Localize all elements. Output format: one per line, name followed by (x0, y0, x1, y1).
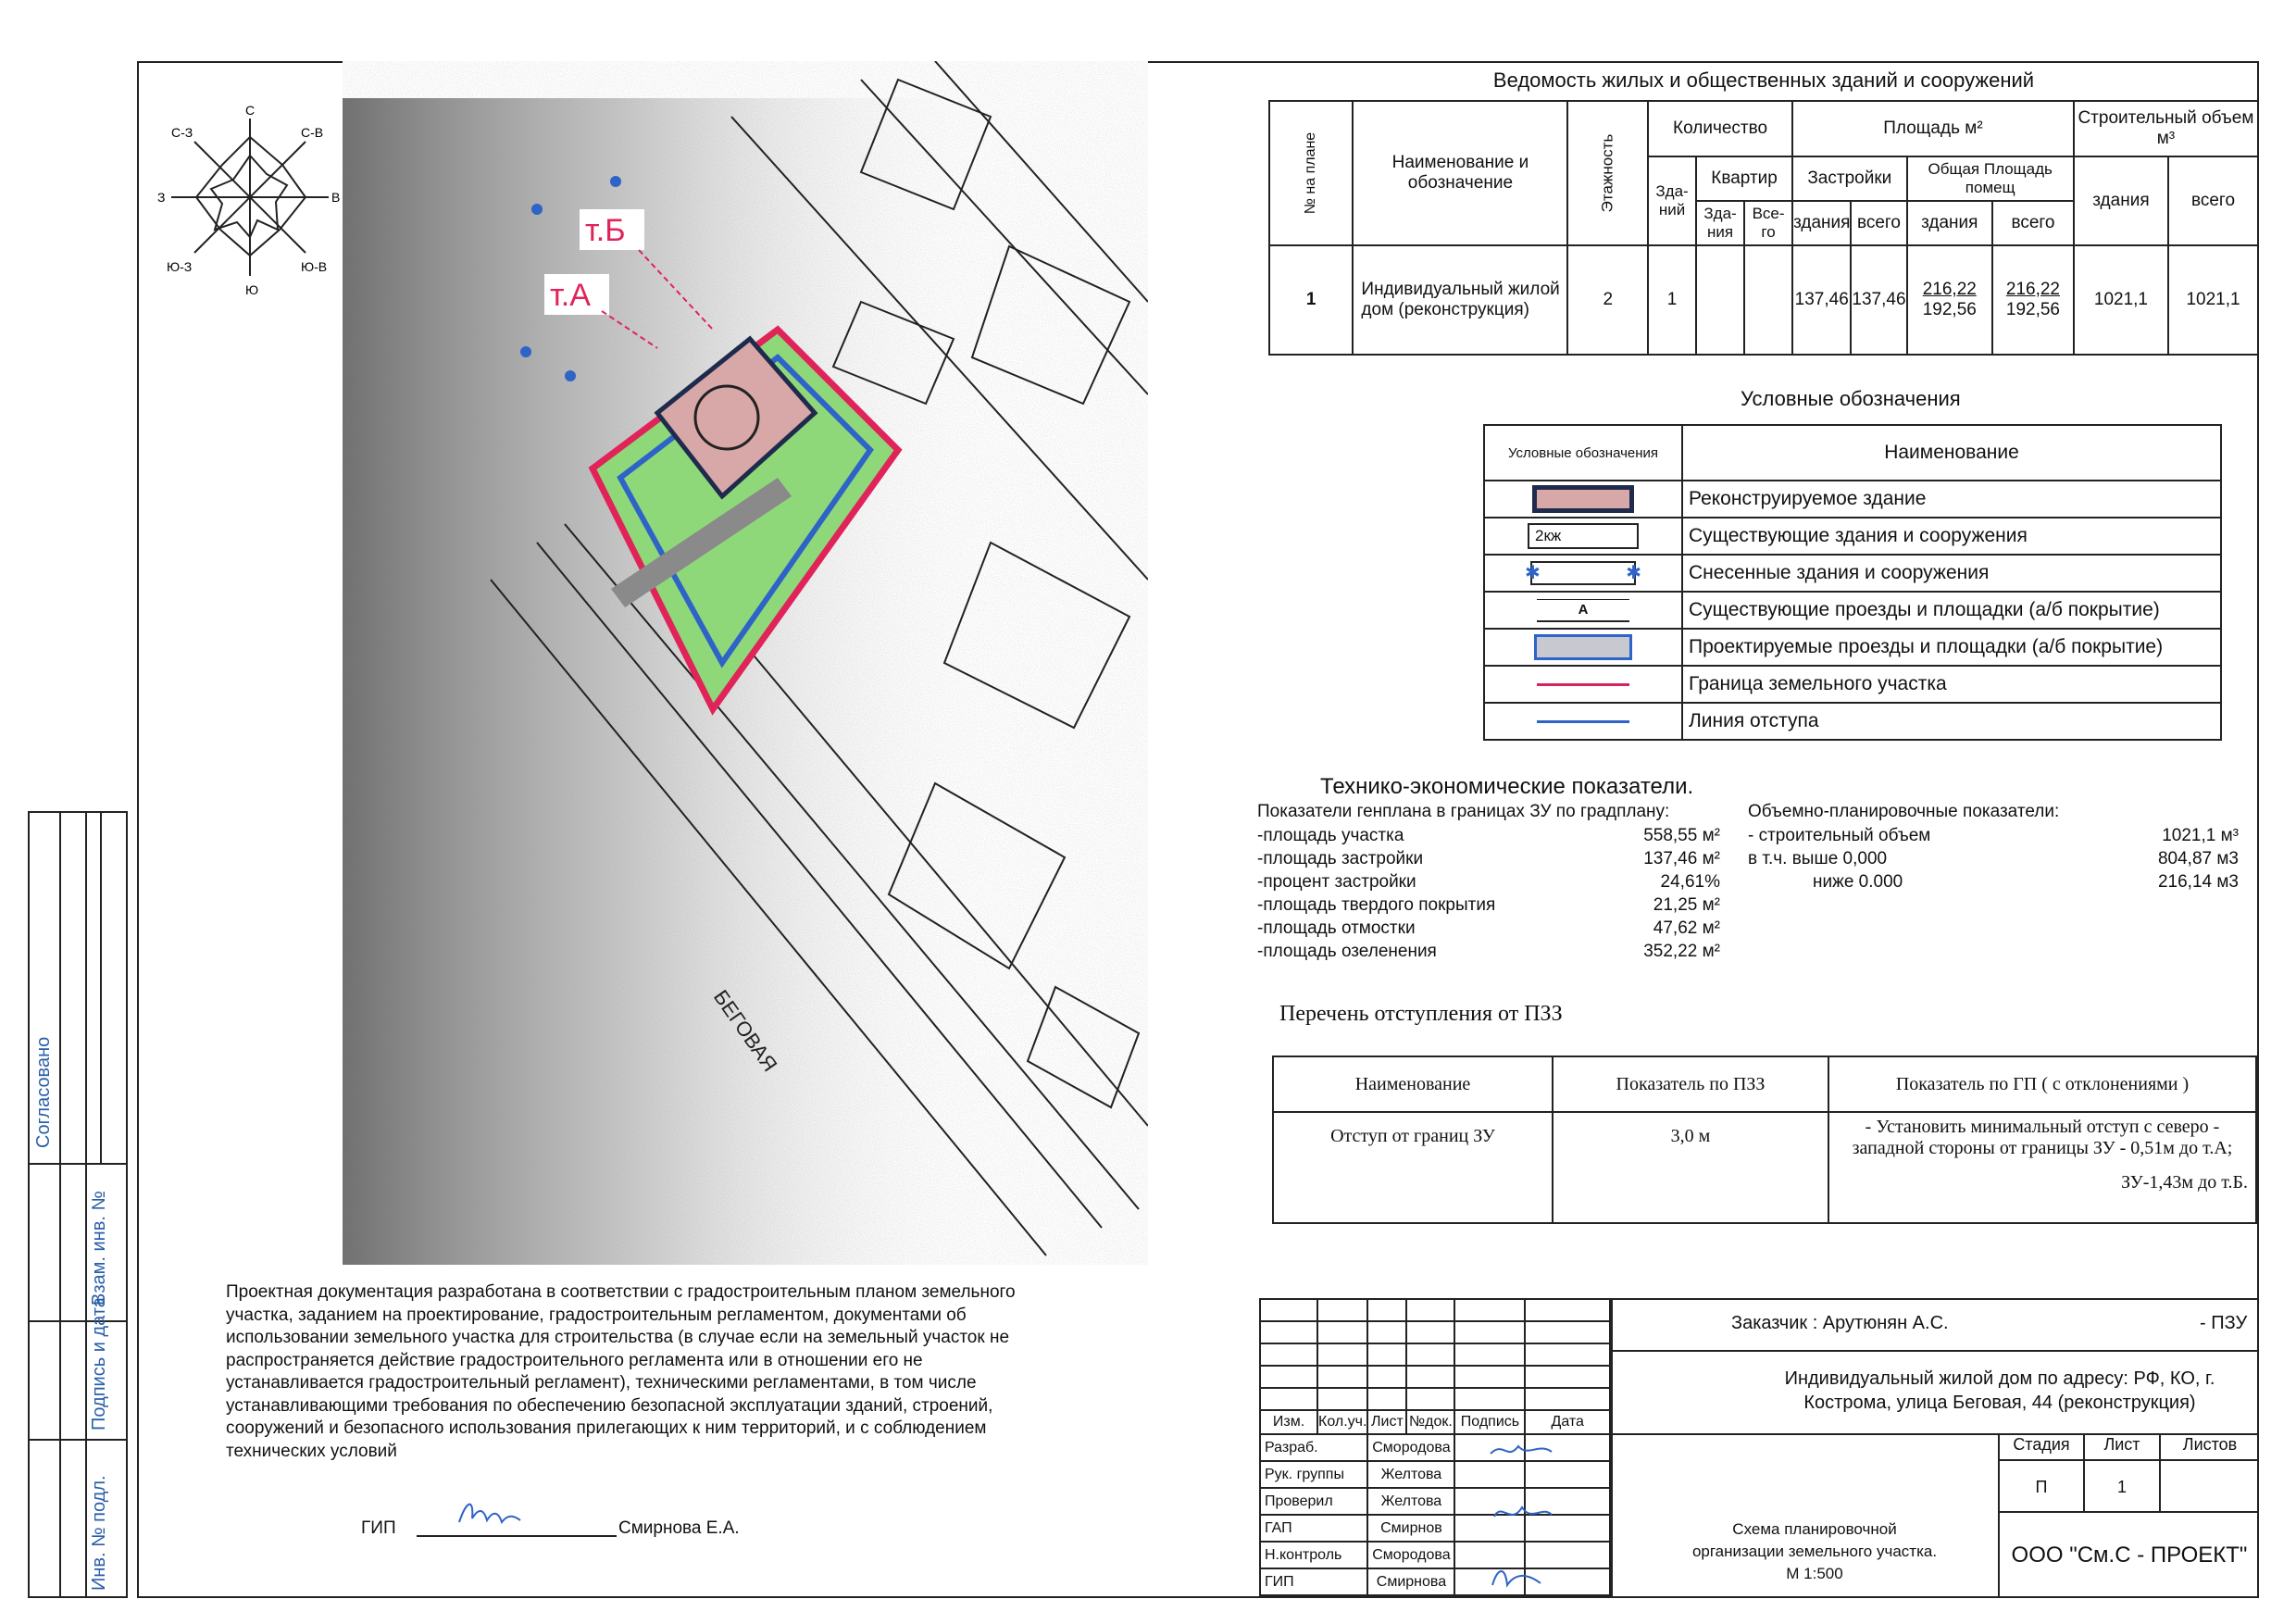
legend-row (1484, 481, 2221, 518)
col-qty-header: Количество (1648, 101, 1792, 156)
row-total-all-b: 192,56 (2005, 300, 2061, 319)
compass-w: З (157, 190, 166, 205)
side-divider (100, 811, 102, 1163)
list-item: в т.ч. выше 0,000 804,87 м3 (1748, 849, 2239, 868)
table-row: Рук. группы Желтова (1260, 1461, 1610, 1488)
row-built-all: 137,46 (1851, 245, 1906, 355)
site-plan-map (343, 61, 1148, 1265)
legend-label: Реконструируемое здание (1682, 481, 2221, 518)
stamp-col: Дата (1525, 1410, 1610, 1434)
row-total-bldg-a: 216,22 (1922, 280, 1977, 299)
stamp-stage-head (2000, 1435, 2259, 1461)
table-row: Проверил Желтова (1260, 1488, 1610, 1515)
gip-name: Смирнова Е.А. (618, 1518, 740, 1538)
gip-signature (454, 1491, 528, 1533)
sheets-header: Листов (2182, 1435, 2238, 1454)
legend-label: Проектируемые проезды и площадки (а/б покрытие) (1682, 629, 2221, 666)
legend-row (1484, 666, 2221, 703)
row-vol-bldg: 1021,1 (2074, 245, 2168, 355)
side-divider (59, 811, 61, 1598)
buildings-table-title: Ведомость жилых и общественных зданий и сооружений (1492, 69, 2035, 92)
col-floors-header: Этажность (1598, 133, 1616, 213)
list-item: -площадь застройки 137,46 м² (1257, 849, 1720, 868)
table-row (1273, 1112, 2256, 1223)
col-area-header: Площадь м² (1792, 101, 2074, 156)
table-row: Разраб. Смородова (1260, 1434, 1610, 1461)
stamp-signatures-ink (1485, 1437, 1557, 1596)
stamp-customer: Заказчик : Арутюнян А.С. (1731, 1313, 1949, 1333)
inv-vz-label: Взам. инв. № (89, 1191, 109, 1305)
side-divider (28, 1320, 128, 1322)
stamp-object: Индивидуальный жилой дом по адресу: РФ, КО, г. Кострома, улица Беговая, 44 (реконструкция) (1784, 1368, 2215, 1413)
legend-label: Существующие проезды и площадки (а/б покрытие) (1682, 592, 2221, 629)
pzz-c1: Отступ от границ ЗУ (1273, 1112, 1553, 1223)
compliance-note: Проектная документация разработана в соответствии с градостроительным планом земельного участка, заданием на проектирование, градостроительным регламентом, документами об использовании земельного участка для строительства (в случае если на земельный участок не распространяется действие градостроительного регламента или в отношении его не устанавливается градостроительный регламент), техническими регламентами, в том числе устанавливающими требования по обеспечению безопасной эксплуатации зданий, строений, сооружений и безопасного использования прилегающих к ним территорий, и с соблюдением технических условий (226, 1282, 1016, 1461)
row-name: Индивидуальный жилой дом (реконструкция) (1353, 245, 1567, 355)
compass-se: Ю-В (301, 259, 328, 274)
label-tb: т.Б (585, 213, 626, 248)
gip-label: ГИП (361, 1518, 396, 1538)
table-row: ГАП Смирнов (1260, 1515, 1610, 1542)
side-divider (85, 811, 87, 1598)
existing-symbol: 2кж (1528, 523, 1639, 549)
row-total-all-a: 216,22 (2005, 280, 2061, 299)
col-apt-bld-header: Зда-ния (1696, 201, 1744, 245)
stamp-col: Лист (1367, 1410, 1406, 1434)
table-row: Н.контроль Смородова (1260, 1542, 1610, 1568)
stamp-signatures (1259, 1298, 1611, 1596)
row-built-bldg: 137,46 (1792, 245, 1851, 355)
stamp-code: - ПЗУ (2200, 1313, 2248, 1333)
pzz-h3: Показатель по ГП ( с отклонениями ) (1828, 1056, 2256, 1112)
legend-row (1484, 703, 2221, 740)
sign-date-label: Подпись и дата (89, 1297, 109, 1430)
list-item: -площадь твердого покрытия 21,25 м² (1257, 895, 1720, 915)
demolished-symbol (1525, 561, 1641, 585)
col-total-bldg-header: здания (1907, 201, 1993, 245)
col-apts-header: Квартир (1696, 156, 1792, 201)
col-bld-header: Зда-ний (1648, 156, 1696, 245)
col-vbldg-header: здания (2074, 156, 2168, 245)
stage-value: П (2000, 1461, 2085, 1511)
compass-nw: С-З (171, 125, 193, 140)
stage-header: Стадия (2000, 1435, 2085, 1459)
row-bld: 1 (1648, 245, 1696, 355)
stamp-col: Кол.уч. (1317, 1410, 1367, 1434)
side-divider (28, 1163, 128, 1165)
cross-icon: ✱ (1626, 563, 1641, 583)
col-apt-all-header: Все-го (1744, 201, 1792, 245)
label-ta: т.А (550, 278, 591, 313)
side-stamp (28, 811, 128, 1598)
list-item: - строительный объем 1021,1 м³ (1748, 826, 2239, 845)
agreed-label: Согласовано (33, 1036, 54, 1148)
stamp-col: Подпись (1454, 1410, 1525, 1434)
legend-row (1484, 629, 2221, 666)
sheet-value: 1 (2085, 1461, 2161, 1511)
compass-rose (157, 100, 343, 304)
pzz-c3b: ЗУ-1,43м до т.Б. (2121, 1172, 2248, 1193)
col-built-header: Застройки (1792, 156, 1906, 201)
gip-sign-line (417, 1535, 617, 1537)
stamp-company: ООО "См.С - ПРОЕКТ" (2011, 1543, 2248, 1568)
tep-title: Технико-экономические показатели. (1320, 774, 1694, 799)
compass-ne: С-В (301, 125, 324, 140)
col-name-header: Наименование и обозначение (1353, 101, 1567, 245)
col-built-bldg-header: здания (1792, 201, 1851, 245)
legend-label: Линия отступа (1682, 703, 2221, 740)
legend-table (1483, 424, 2222, 741)
row-total-bldg-b: 192,56 (1922, 300, 1977, 319)
legend-title: Условные обозначения (1741, 387, 1961, 410)
compass-n: С (245, 103, 256, 118)
tep-left-list (1257, 824, 1720, 963)
list-item: -процент застройки 24,61% (1257, 872, 1720, 892)
col-total-header: Общая Площадь помещ (1907, 156, 2074, 201)
pzz-title: Перечень отступления от ПЗЗ (1279, 1002, 1563, 1026)
legend-name-header: Наименование (1682, 425, 2221, 481)
sheet-header: Лист (2085, 1435, 2161, 1459)
compass-s: Ю (245, 282, 259, 297)
pzz-c3a: - Установить минимальный отступ с северо - западной стороны от границы ЗУ - 0,51м до т.А; (1852, 1117, 2233, 1158)
col-no-header: № на плане (1303, 131, 1319, 215)
stamp-col: Изм. (1260, 1410, 1317, 1434)
existing-road-symbol: А (1537, 599, 1629, 622)
row-no: 1 (1269, 245, 1353, 355)
compass-e: В (331, 190, 341, 205)
pzz-h1: Наименование (1273, 1056, 1553, 1112)
legend-label: Граница земельного участка (1682, 666, 2221, 703)
pzz-h2: Показатель по ПЗЗ (1553, 1056, 1828, 1112)
table-row (1269, 245, 2258, 355)
col-total-all-header: всего (1992, 201, 2074, 245)
projected-road-symbol (1534, 634, 1632, 660)
legend-sym-header: Условные обозначения (1484, 425, 1682, 481)
list-item: -площадь озеленения 352,22 м² (1257, 942, 1720, 961)
legend-row (1484, 518, 2221, 555)
col-volume-header: Строительный объем м³ (2074, 101, 2258, 156)
compass-sw: Ю-З (167, 259, 193, 274)
tep-right-head: Объемно-планировочные показатели: (1748, 802, 2060, 821)
col-built-all-header: всего (1851, 201, 1906, 245)
legend-row (1484, 555, 2221, 592)
legend-label: Существующие здания и сооружения (1682, 518, 2221, 555)
row-floors: 2 (1567, 245, 1648, 355)
list-item: -площадь отмостки 47,62 м² (1257, 918, 1720, 938)
list-item: -площадь участка 558,55 м² (1257, 826, 1720, 845)
street-name: БЕГОВАЯ (708, 985, 782, 1076)
legend-label: Снесенные здания и сооружения (1682, 555, 2221, 592)
reconstructed-symbol (1532, 485, 1634, 513)
legend-row (1484, 592, 2221, 629)
list-item: ниже 0.000 216,14 м3 (1813, 872, 2239, 892)
col-vall-header: всего (2168, 156, 2258, 245)
cross-icon: ✱ (1525, 563, 1541, 583)
tep-right-list (1748, 824, 2239, 893)
side-divider (28, 1439, 128, 1441)
stamp-sheet-title: Схема планировочной организации земельного участка. М 1:500 (1691, 1520, 1938, 1582)
tep-left-head: Показатели генплана в границах ЗУ по градплану: (1257, 802, 1670, 821)
table-row: ГИП Смирнова (1260, 1568, 1610, 1595)
buildings-table (1268, 100, 2259, 356)
inv-orig-label: Инв. № подл. (89, 1475, 109, 1591)
boundary-symbol (1537, 683, 1629, 686)
pzz-c2: 3,0 м (1553, 1112, 1828, 1223)
row-vol-all: 1021,1 (2168, 245, 2258, 355)
pzz-table (1272, 1056, 2257, 1224)
stamp-stage-values (2000, 1461, 2259, 1513)
setback-symbol (1537, 720, 1629, 723)
stamp-col: №док. (1406, 1410, 1454, 1434)
